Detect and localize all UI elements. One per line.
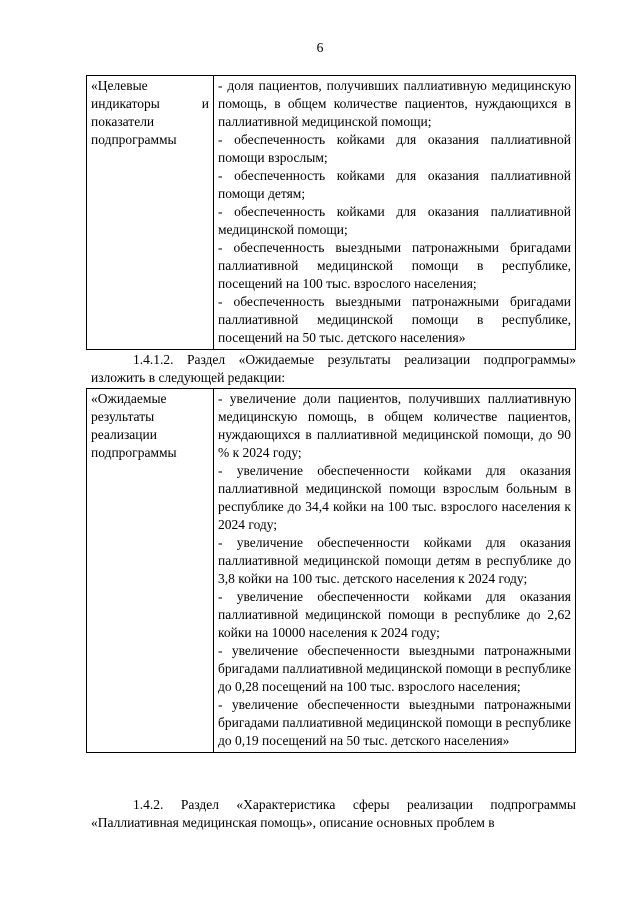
- list-item: - обеспеченность койками для оказания паллиативной помощи детям;: [218, 168, 571, 201]
- table-row: [87, 389, 576, 753]
- list-item: - увеличение обеспеченности выездными патронажными бригадами паллиативной медицинской помощи в республике до 0,19 посещений на 50 тыс. детского населения»: [218, 697, 571, 748]
- page-number: 6: [316, 40, 324, 55]
- list-item: - увеличение обеспеченности койками для оказания паллиативной медицинской помощи взрослым больным в республике до 34,4 койки на 100 тыс. взрослого населения к 2024 году;: [218, 463, 571, 532]
- list-item: - обеспеченность выездными патронажными бригадами паллиативной медицинской помощи в республике, посещений на 50 тыс. детского населения»: [218, 294, 571, 345]
- table-content-cell: [214, 76, 576, 350]
- table-label-cell: «Целевые индикаторы и показатели подпрограммы: [87, 76, 214, 350]
- amendment-paragraph: 1.4.2. Раздел «Характеристика сферы реализации подпрограммы «Паллиативная медицинская помощь», описание основных проблем в: [91, 797, 576, 830]
- table-label-cell: «Ожидаемые результаты реализации подпрограммы: [87, 389, 214, 753]
- expected-results-table: [86, 388, 576, 753]
- table-row: [87, 76, 576, 350]
- list-item: - обеспеченность выездными патронажными бригадами паллиативной медицинской помощи в республике, посещений на 100 тыс. взрослого населения;: [218, 240, 571, 291]
- list-item: - обеспеченность койками для оказания паллиативной медицинской помощи;: [218, 204, 571, 237]
- list-item: - обеспеченность койками для оказания паллиативной помощи взрослым;: [218, 132, 571, 165]
- list-item: - увеличение обеспеченности выездными патронажными бригадами паллиативной медицинской помощи в республике до 0,28 посещений на 100 тыс. взрослого населения;: [218, 643, 571, 694]
- list-item: - увеличение обеспеченности койками для оказания паллиативной медицинской помощи в республике до 2,62 койки на 10000 населения к 2024 году;: [218, 589, 571, 640]
- list-item: - доля пациентов, получивших паллиативную медицинскую помощь, в общем количестве пациентов, нуждающихся в паллиативной медицинской помощи;: [218, 78, 571, 129]
- list-item: - увеличение обеспеченности койками для оказания паллиативной медицинской помощи детям в республике до 3,8 койки на 100 тыс. детского населения к 2024 году;: [218, 535, 571, 586]
- target-indicators-table: [86, 75, 576, 350]
- amendment-paragraph: 1.4.1.2. Раздел «Ожидаемые результаты реализации подпрограммы» изложить в следующей редакции:: [91, 352, 576, 385]
- table-content-cell: [214, 389, 576, 753]
- list-item: - увеличение доли пациентов, получивших паллиативную медицинскую помощь, в общем количестве пациентов, нуждающихся в паллиативной медицинской помощи, до 90 % к 2024 году;: [218, 391, 571, 460]
